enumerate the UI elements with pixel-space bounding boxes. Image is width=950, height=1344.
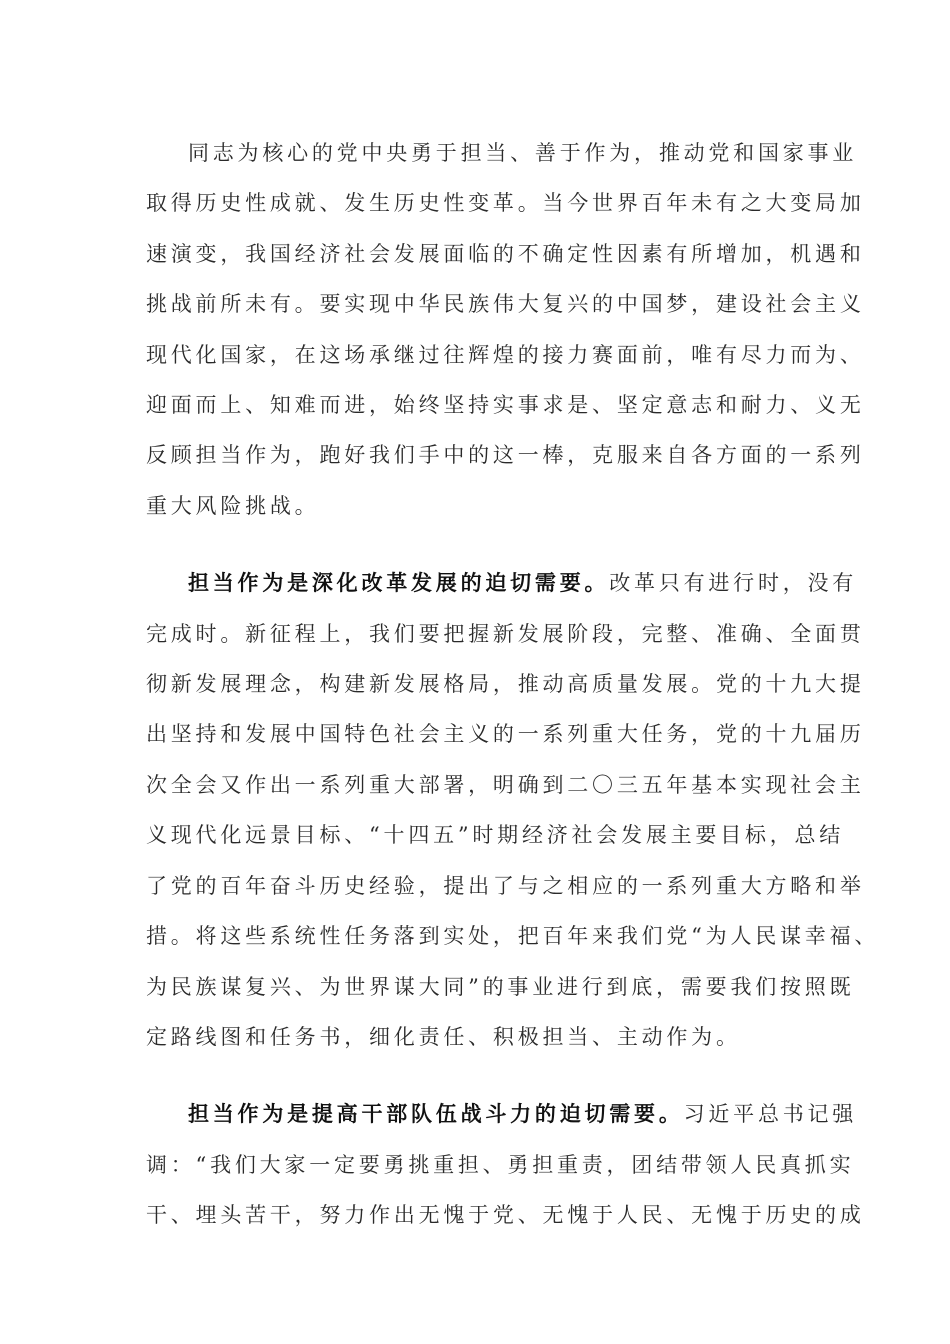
paragraph-2 [146, 558, 880, 1062]
text-line: 定路线图和任务书，细化责任、积极担当、主动作为。 [146, 1024, 741, 1049]
text-line [146, 1089, 858, 1139]
text-line: 重大风险挑战。 [146, 493, 320, 518]
text-line: 措。将这些系统性任务落到实处，把百年来我们党“为人民谋幸福、 [146, 924, 880, 949]
text-line: 完成时。新征程上，我们要把握新发展阶段，完整、准确、全面贯 [146, 621, 865, 646]
paragraph-3 [146, 1089, 865, 1240]
text-line: 现代化国家，在这场承继过往辉煌的接力赛面前，唯有尽力而为、 [146, 342, 865, 367]
text-line: 了党的百年奋斗历史经验，提出了与之相应的一系列重大方略和举 [146, 873, 865, 898]
paragraph-1 [146, 128, 865, 531]
text-line: 调：“我们大家一定要勇挑重担、勇担重责，团结带领人民真抓实 [146, 1152, 855, 1177]
paragraph-lead-heading: 担当作为是深化改革发展的迫切需要。 [188, 570, 610, 596]
text-line: 彻新发展理念，构建新发展格局，推动高质量发展。党的十九大提 [146, 672, 865, 697]
text-line: 速演变，我国经济社会发展面临的不确定性因素有所增加，机遇和 [146, 241, 865, 266]
paragraph-lead-heading: 担当作为是提高干部队伍战斗力的迫切需要。 [188, 1101, 684, 1127]
document-body [146, 128, 880, 1241]
text-line: 反顾担当作为，跑好我们手中的这一棒，克服来自各方面的一系列 [146, 443, 865, 468]
text-line: 取得历史性成就、发生历史性变革。当今世界百年未有之大变局加 [146, 191, 865, 216]
text-line: 迎面而上、知难而进，始终坚持实事求是、坚定意志和耐力、义无 [146, 393, 865, 418]
text-line: 出坚持和发展中国特色社会主义的一系列重大任务，党的十九届历 [146, 722, 865, 747]
text-line: 次全会又作出一系列重大部署，明确到二〇三五年基本实现社会主 [146, 772, 865, 797]
text-line: 同志为核心的党中央勇于担当、善于作为，推动党和国家事业 [188, 141, 858, 165]
text-line [146, 558, 858, 608]
paragraph-lead-rest: 改革只有进行时，没有 [609, 571, 858, 596]
text-line: 为民族谋复兴、为世界谋大同”的事业进行到底，需要我们按照既 [146, 974, 855, 999]
text-line: 义现代化远景目标、“十四五”时期经济社会发展主要目标，总结 [146, 823, 845, 848]
text-line: 挑战前所未有。要实现中华民族伟大复兴的中国梦，建设社会主义 [146, 292, 865, 317]
paragraph-lead-rest: 习近平总书记强 [683, 1102, 858, 1127]
text-line: 干、埋头苦干，努力作出无愧于党、无愧于人民、无愧于历史的成 [146, 1203, 865, 1228]
